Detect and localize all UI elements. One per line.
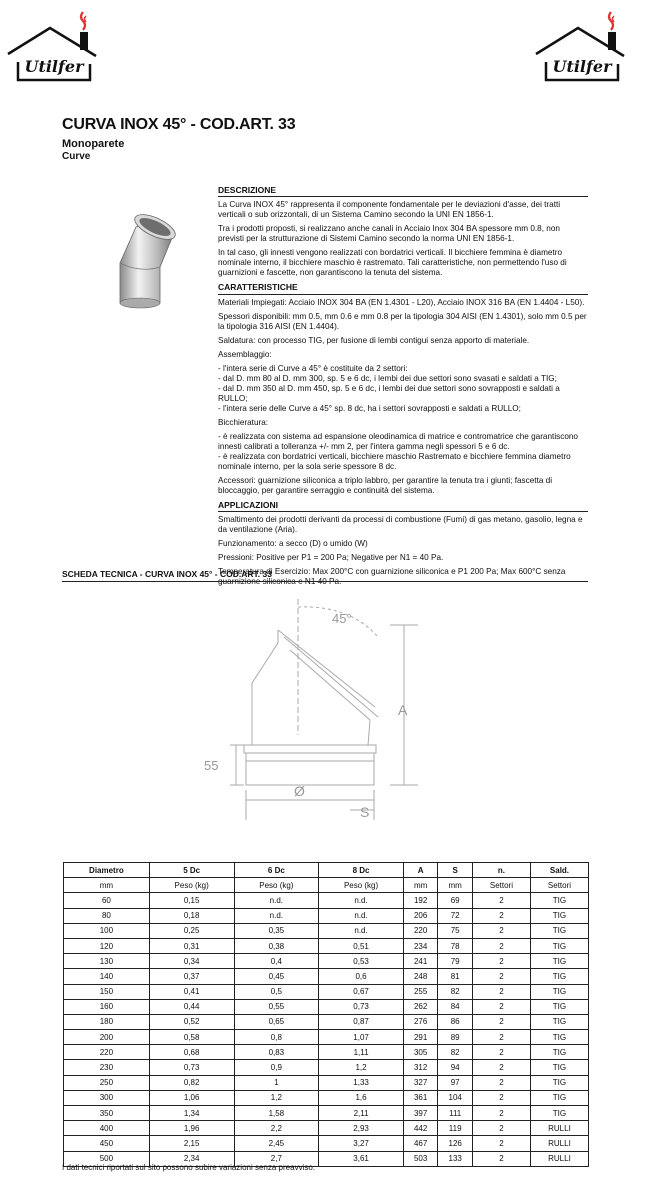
unit-cell: Settori bbox=[472, 878, 530, 893]
table-cell: 2,2 bbox=[234, 1121, 319, 1136]
desc-paragraph: La Curva INOX 45° rappresenta il componente fondamentale per le deviazioni d'asse, dei tratti verticali o sub orizzontali, di un Sistema Camino secondo la UNI EN 1856-1. bbox=[218, 200, 561, 220]
table-cell: 500 bbox=[64, 1151, 150, 1166]
table-cell: 200 bbox=[64, 1030, 150, 1045]
table-row bbox=[64, 954, 589, 969]
description-column bbox=[218, 183, 588, 591]
table-cell: 2 bbox=[472, 893, 530, 908]
table-cell: 3,61 bbox=[319, 1151, 404, 1166]
col-header: 5 Dc bbox=[149, 863, 234, 878]
table-cell: 133 bbox=[438, 1151, 473, 1166]
table-cell: 0,73 bbox=[149, 1060, 234, 1075]
table-row bbox=[64, 1136, 589, 1151]
table-cell: 248 bbox=[403, 969, 438, 984]
table-cell: 0,18 bbox=[149, 908, 234, 923]
table-cell: 442 bbox=[403, 1121, 438, 1136]
desc-paragraph: Tra i prodotti proposti, si realizzano anche canali in Acciaio Inox 304 BA spessore mm 0.8, non previsti per la strutturazione di Sistemi Camino secondo la norma UNI EN 1856-1. bbox=[218, 224, 560, 244]
table-cell: 84 bbox=[438, 999, 473, 1014]
table-cell: 3,27 bbox=[319, 1136, 404, 1151]
table-cell: TIG bbox=[530, 923, 588, 938]
table-cell: 82 bbox=[438, 1045, 473, 1060]
table-cell: TIG bbox=[530, 954, 588, 969]
table-cell: 2,7 bbox=[234, 1151, 319, 1166]
table-cell: 0,82 bbox=[149, 1075, 234, 1090]
col-header: S bbox=[438, 863, 473, 878]
table-cell: 2 bbox=[472, 938, 530, 953]
table-cell: n.d. bbox=[319, 923, 404, 938]
char-paragraph: Accessori: guarnizione siliconica a triplo labbro, per garantire la tenuta tra i giunti; fascetta di bloccaggio, per garantire serraggio e continuità del sistema. bbox=[218, 475, 553, 495]
table-cell: 2 bbox=[472, 954, 530, 969]
table-cell: 0,73 bbox=[319, 999, 404, 1014]
unit-cell: Settori bbox=[530, 878, 588, 893]
char-paragraph: Spessori disponibili: mm 0.5, mm 0.6 e mm 0.8 per la tipologia 304 AISI (EN 1.4301), solo mm 0.5 per la tipologia 316 AISI (EN 1.4404). bbox=[218, 311, 587, 331]
table-cell: 1,58 bbox=[234, 1106, 319, 1121]
table-row bbox=[64, 1106, 589, 1121]
table-cell: 2 bbox=[472, 1121, 530, 1136]
table-cell: TIG bbox=[530, 908, 588, 923]
table-row bbox=[64, 1060, 589, 1075]
char-paragraph: Assemblaggio: bbox=[218, 349, 272, 359]
table-cell: 0,15 bbox=[149, 893, 234, 908]
char-paragraph: - l'intera serie delle Curve a 45° sp. 8 dc, ha i settori sovrapposti e saldati a RULLO; bbox=[218, 403, 521, 413]
table-row bbox=[64, 969, 589, 984]
table-cell: RULLI bbox=[530, 1121, 588, 1136]
table-cell: 94 bbox=[438, 1060, 473, 1075]
col-header: Sald. bbox=[530, 863, 588, 878]
table-cell: 180 bbox=[64, 1014, 150, 1029]
table-cell: 86 bbox=[438, 1014, 473, 1029]
table-row bbox=[64, 1090, 589, 1105]
table-row bbox=[64, 938, 589, 953]
table-cell: 291 bbox=[403, 1030, 438, 1045]
table-cell: 2,15 bbox=[149, 1136, 234, 1151]
table-cell: 0,58 bbox=[149, 1030, 234, 1045]
table-cell: 1,11 bbox=[319, 1045, 404, 1060]
table-cell: RULLI bbox=[530, 1151, 588, 1166]
col-header: 8 Dc bbox=[319, 863, 404, 878]
table-cell: 327 bbox=[403, 1075, 438, 1090]
table-cell: 82 bbox=[438, 984, 473, 999]
table-cell: 0,4 bbox=[234, 954, 319, 969]
char-paragraph: Saldatura: con processo TIG, per fusione di lembi contigui senza apporto di materiale. bbox=[218, 335, 530, 345]
table-cell: 119 bbox=[438, 1121, 473, 1136]
product-category: Curve bbox=[62, 151, 91, 162]
table-cell: 0,52 bbox=[149, 1014, 234, 1029]
table-cell: 234 bbox=[403, 938, 438, 953]
table-cell: 0,45 bbox=[234, 969, 319, 984]
table-cell: 120 bbox=[64, 938, 150, 953]
col-header: A bbox=[403, 863, 438, 878]
table-cell: n.d. bbox=[319, 908, 404, 923]
table-cell: 230 bbox=[64, 1060, 150, 1075]
table-row bbox=[64, 1045, 589, 1060]
drawing-label-angle: 45° bbox=[332, 611, 352, 626]
table-cell: 78 bbox=[438, 938, 473, 953]
table-cell: 0,5 bbox=[234, 984, 319, 999]
char-paragraph: - è realizzata con sistema ad espansione oleodinamica di matrice e contromatrice che garantiscono innesti calibrati a tolleranza +/- mm 2, per l'intera gamma negli spessori 5 e 6 dc. bbox=[218, 431, 578, 451]
table-row bbox=[64, 908, 589, 923]
table-cell: 0,83 bbox=[234, 1045, 319, 1060]
table-cell: TIG bbox=[530, 969, 588, 984]
char-paragraph: - dal D. mm 350 al D. mm 450, sp. 5 e 6 dc, i lembi dei due settori sono sovrapposti e saldati a RULLO; bbox=[218, 383, 560, 403]
table-cell: 75 bbox=[438, 923, 473, 938]
table-cell: 2 bbox=[472, 1151, 530, 1166]
unit-cell: Peso (kg) bbox=[319, 878, 404, 893]
table-cell: 305 bbox=[403, 1045, 438, 1060]
table-cell: 89 bbox=[438, 1030, 473, 1045]
table-cell: 104 bbox=[438, 1090, 473, 1105]
table-cell: 69 bbox=[438, 893, 473, 908]
table-cell: 2,11 bbox=[319, 1106, 404, 1121]
table-cell: 450 bbox=[64, 1136, 150, 1151]
table-cell: 2,34 bbox=[149, 1151, 234, 1166]
table-row bbox=[64, 984, 589, 999]
col-header: n. bbox=[472, 863, 530, 878]
table-cell: 1,96 bbox=[149, 1121, 234, 1136]
char-paragraph: Materiali Impiegati: Acciaio INOX 304 BA (EN 1.4301 - L20), Acciaio INOX 316 BA (EN 1.4404 - L50). bbox=[218, 297, 585, 307]
table-cell: 0,6 bbox=[319, 969, 404, 984]
logo-text: Utilfer bbox=[552, 57, 612, 76]
table-cell: TIG bbox=[530, 1060, 588, 1075]
section-heading-applicazioni: APPLICAZIONI bbox=[218, 500, 588, 512]
table-row bbox=[64, 1075, 589, 1090]
table-cell: 2 bbox=[472, 1090, 530, 1105]
table-cell: 80 bbox=[64, 908, 150, 923]
table-cell: 400 bbox=[64, 1121, 150, 1136]
table-row bbox=[64, 1030, 589, 1045]
product-header bbox=[62, 116, 295, 162]
table-cell: 0,35 bbox=[234, 923, 319, 938]
table-row bbox=[64, 1121, 589, 1136]
table-cell: TIG bbox=[530, 938, 588, 953]
table-cell: 0,41 bbox=[149, 984, 234, 999]
table-cell: 0,8 bbox=[234, 1030, 319, 1045]
table-cell: RULLI bbox=[530, 1136, 588, 1151]
table-cell: 2 bbox=[472, 984, 530, 999]
table-cell: 150 bbox=[64, 984, 150, 999]
table-cell: 2 bbox=[472, 1075, 530, 1090]
unit-cell: Peso (kg) bbox=[149, 878, 234, 893]
section-heading-caratteristiche: CARATTERISTICHE bbox=[218, 282, 588, 294]
table-cell: TIG bbox=[530, 1045, 588, 1060]
char-paragraph: - dal D. mm 80 al D. mm 300, sp. 5 e 6 dc, i lembi dei due settori sono svasati e saldati a TIG; bbox=[218, 373, 557, 383]
spec-table bbox=[63, 862, 589, 1167]
table-cell: 79 bbox=[438, 954, 473, 969]
table-cell: 2 bbox=[472, 1060, 530, 1075]
table-cell: 2 bbox=[472, 1136, 530, 1151]
tech-sheet-heading: SCHEDA TECNICA - CURVA INOX 45° - COD.ART. 33 bbox=[62, 569, 588, 582]
table-cell: 2 bbox=[472, 1014, 530, 1029]
table-cell: 1 bbox=[234, 1075, 319, 1090]
table-cell: 1,34 bbox=[149, 1106, 234, 1121]
table-cell: 126 bbox=[438, 1136, 473, 1151]
table-cell: 130 bbox=[64, 954, 150, 969]
table-units-row bbox=[64, 878, 589, 893]
table-cell: 276 bbox=[403, 1014, 438, 1029]
table-cell: 503 bbox=[403, 1151, 438, 1166]
table-row bbox=[64, 1014, 589, 1029]
table-cell: 0,31 bbox=[149, 938, 234, 953]
char-paragraph: Bicchieratura: bbox=[218, 417, 269, 427]
table-cell: 192 bbox=[403, 893, 438, 908]
unit-cell: Peso (kg) bbox=[234, 878, 319, 893]
table-cell: TIG bbox=[530, 893, 588, 908]
table-cell: 220 bbox=[403, 923, 438, 938]
table-cell: 1,06 bbox=[149, 1090, 234, 1105]
table-cell: 2 bbox=[472, 908, 530, 923]
table-cell: n.d. bbox=[234, 893, 319, 908]
table-cell: 2 bbox=[472, 1106, 530, 1121]
table-cell: 312 bbox=[403, 1060, 438, 1075]
table-cell: 0,25 bbox=[149, 923, 234, 938]
app-paragraph: Funzionamento: a secco (D) o umido (W) bbox=[218, 539, 368, 549]
table-cell: 397 bbox=[403, 1106, 438, 1121]
table-cell: 2 bbox=[472, 1045, 530, 1060]
table-cell: TIG bbox=[530, 1106, 588, 1121]
table-cell: 160 bbox=[64, 999, 150, 1014]
logo-text: Utilfer bbox=[24, 57, 84, 76]
table-cell: TIG bbox=[530, 1090, 588, 1105]
table-cell: 0,65 bbox=[234, 1014, 319, 1029]
table-cell: 0,68 bbox=[149, 1045, 234, 1060]
table-cell: TIG bbox=[530, 984, 588, 999]
desc-paragraph: In tal caso, gli innesti vengono realizzati con bordatrici verticali. Il bicchiere femmina è diametro nominale interno, il bicchiere maschio è rastremato. Tali caratteristiche, non permettendo l'uso di guarnizioni e fascette, non garantiscono la tenuta del sistema. bbox=[218, 248, 567, 278]
table-cell: 0,53 bbox=[319, 954, 404, 969]
table-cell: 250 bbox=[64, 1075, 150, 1090]
table-cell: 1,6 bbox=[319, 1090, 404, 1105]
table-cell: 100 bbox=[64, 923, 150, 938]
table-cell: 361 bbox=[403, 1090, 438, 1105]
section-heading-descrizione: DESCRIZIONE bbox=[218, 185, 588, 197]
app-paragraph: Temperatura di Esercizio: Max 200°C con guarnizione siliconica e P1 200 Pa; Max 600°C senza guarnizione siliconica e N1 40 Pa. bbox=[218, 567, 566, 587]
table-cell: 0,51 bbox=[319, 938, 404, 953]
table-row bbox=[64, 893, 589, 908]
table-row bbox=[64, 999, 589, 1014]
table-cell: 1,07 bbox=[319, 1030, 404, 1045]
page-title: CURVA INOX 45° - COD.ART. 33 bbox=[62, 116, 296, 133]
table-cell: 241 bbox=[403, 954, 438, 969]
app-paragraph: Smaltimento dei prodotti derivanti da processi di combustione (Fumi) di gas metano, gasolio, legna e da ventilazione (Aria). bbox=[218, 515, 583, 535]
table-cell: 2 bbox=[472, 969, 530, 984]
drawing-label-55: 55 bbox=[204, 758, 219, 773]
table-cell: n.d. bbox=[234, 908, 319, 923]
footer-note: I dati tecnici riportati sul sito possono subire variazioni senza preavviso. bbox=[62, 1163, 316, 1172]
table-row bbox=[64, 923, 589, 938]
table-cell: 467 bbox=[403, 1136, 438, 1151]
table-cell: TIG bbox=[530, 1014, 588, 1029]
app-paragraph: Pressioni: Positive per P1 = 200 Pa; Negative per N1 = 40 Pa. bbox=[218, 553, 444, 563]
table-cell: 0,55 bbox=[234, 999, 319, 1014]
table-cell: 1,33 bbox=[319, 1075, 404, 1090]
table-cell: 1,2 bbox=[234, 1090, 319, 1105]
technical-drawing bbox=[200, 595, 440, 830]
table-cell: 81 bbox=[438, 969, 473, 984]
product-elbow-image bbox=[88, 205, 198, 315]
table-cell: TIG bbox=[530, 1075, 588, 1090]
table-cell: 0,87 bbox=[319, 1014, 404, 1029]
table-cell: 0,34 bbox=[149, 954, 234, 969]
table-cell: 2,93 bbox=[319, 1121, 404, 1136]
char-paragraph: - è realizzata con bordatrici verticali, bicchiere maschio Rastremato e bicchiere femmina diametro nominale interno, per la sola serie spessore 8 dc. bbox=[218, 451, 571, 471]
utilfer-logo-right bbox=[532, 4, 632, 84]
table-cell: 2 bbox=[472, 923, 530, 938]
table-cell: 111 bbox=[438, 1106, 473, 1121]
col-header: Diametro bbox=[64, 863, 150, 878]
table-cell: 255 bbox=[403, 984, 438, 999]
table-cell: 2 bbox=[472, 1030, 530, 1045]
table-cell: 0,67 bbox=[319, 984, 404, 999]
drawing-label-a: A bbox=[398, 702, 408, 718]
table-cell: 140 bbox=[64, 969, 150, 984]
table-cell: 0,9 bbox=[234, 1060, 319, 1075]
table-cell: n.d. bbox=[319, 893, 404, 908]
unit-cell: mm bbox=[403, 878, 438, 893]
table-header-row bbox=[64, 863, 589, 878]
table-cell: TIG bbox=[530, 999, 588, 1014]
unit-cell: mm bbox=[64, 878, 150, 893]
table-cell: 262 bbox=[403, 999, 438, 1014]
drawing-label-s: S bbox=[360, 804, 370, 820]
table-cell: 0,44 bbox=[149, 999, 234, 1014]
table-cell: 350 bbox=[64, 1106, 150, 1121]
table-cell: TIG bbox=[530, 1030, 588, 1045]
table-cell: 72 bbox=[438, 908, 473, 923]
drawing-label-diameter: Ø bbox=[294, 783, 305, 799]
table-cell: 2,45 bbox=[234, 1136, 319, 1151]
table-cell: 0,37 bbox=[149, 969, 234, 984]
table-cell: 1,2 bbox=[319, 1060, 404, 1075]
table-cell: 220 bbox=[64, 1045, 150, 1060]
product-subtitle: Monoparete bbox=[62, 138, 125, 150]
utilfer-logo-left bbox=[4, 4, 104, 84]
unit-cell: mm bbox=[438, 878, 473, 893]
table-cell: 206 bbox=[403, 908, 438, 923]
char-paragraph: - l'intera serie di Curve a 45° è costituite da 2 settori: bbox=[218, 363, 408, 373]
table-cell: 0,38 bbox=[234, 938, 319, 953]
table-cell: 60 bbox=[64, 893, 150, 908]
table-cell: 300 bbox=[64, 1090, 150, 1105]
col-header: 6 Dc bbox=[234, 863, 319, 878]
table-cell: 2 bbox=[472, 999, 530, 1014]
table-cell: 97 bbox=[438, 1075, 473, 1090]
